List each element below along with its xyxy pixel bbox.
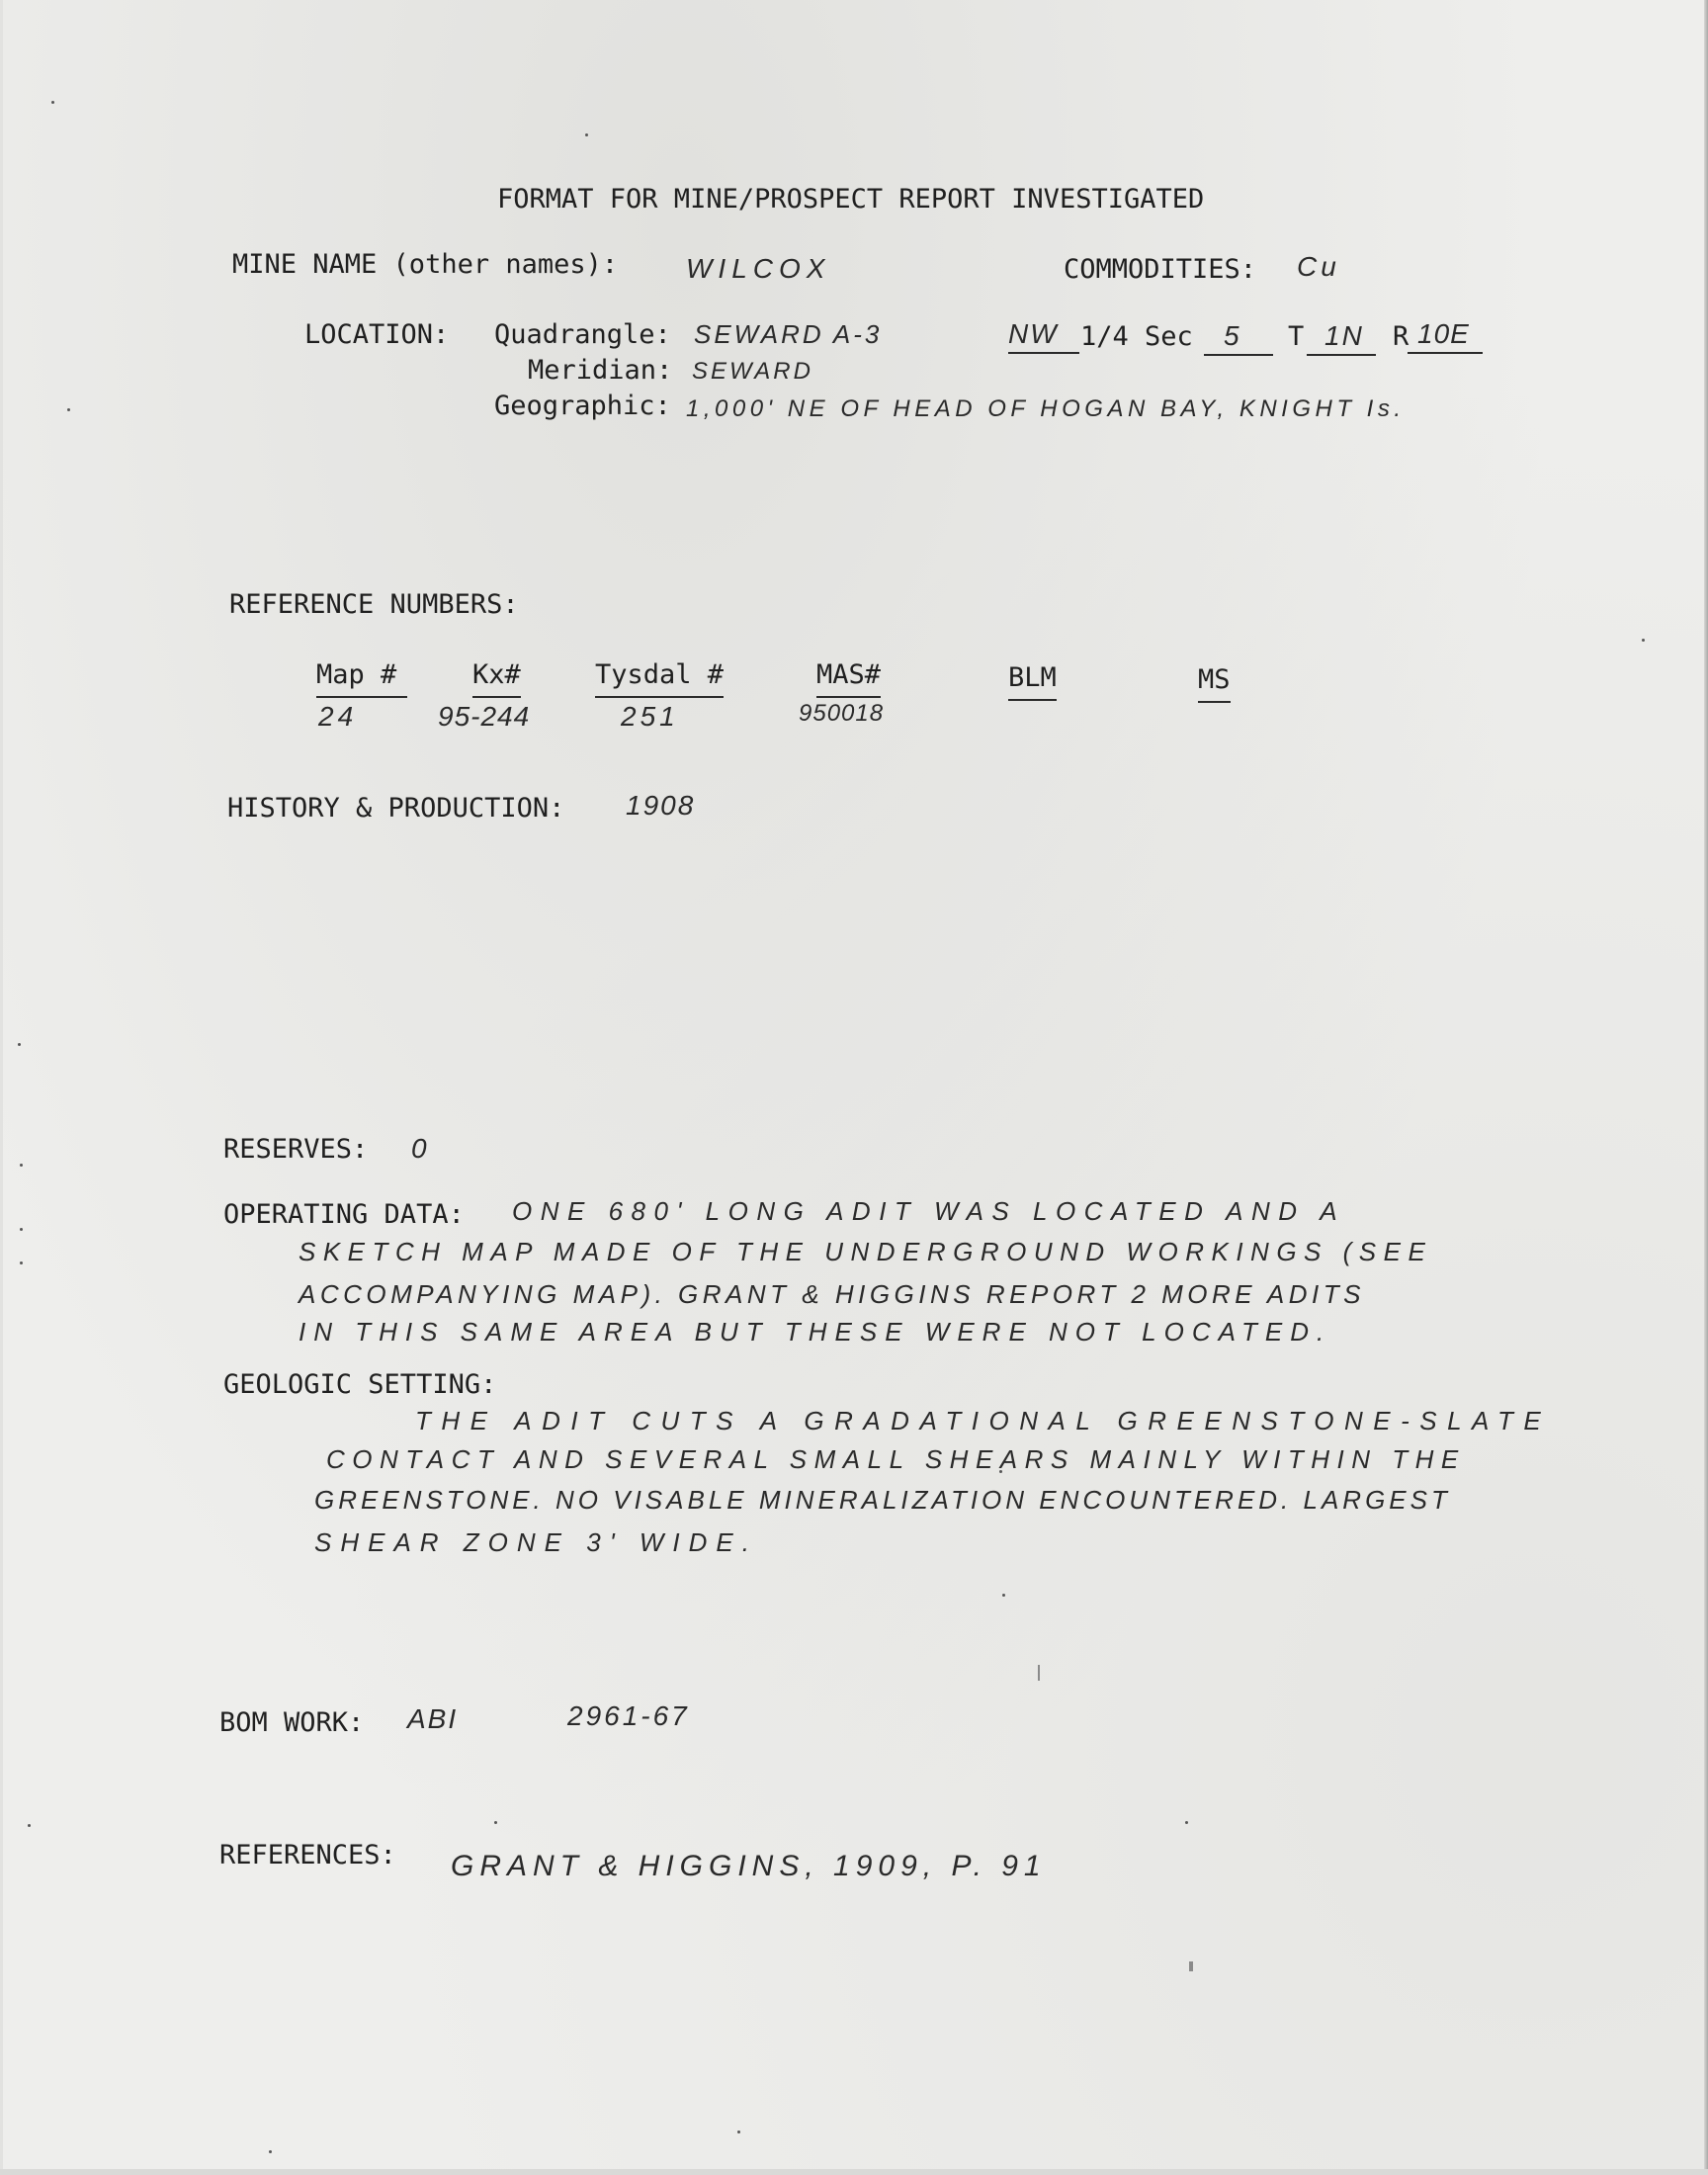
- ref-mas-header: MAS#: [816, 661, 881, 698]
- scan-speck: [737, 2131, 740, 2133]
- quadrangle-label: Quadrangle:: [494, 319, 671, 350]
- bom-work-label: BOM WORK:: [219, 1707, 365, 1738]
- mine-name-label: MINE NAME (other names):: [232, 249, 619, 280]
- operating-data-line: IN THIS SAME AREA BUT THESE WERE NOT LOCATED.: [299, 1317, 1332, 1347]
- township-value: 1N: [1307, 322, 1376, 356]
- commodities-label: COMMODITIES:: [1064, 254, 1257, 285]
- history-production-label: HISTORY & PRODUCTION:: [227, 793, 565, 824]
- scan-speck: [269, 2150, 272, 2153]
- ref-map-value: 24: [318, 701, 358, 732]
- reference-numbers-label: REFERENCE NUMBERS:: [229, 589, 519, 620]
- geologic-setting-line: GREENSTONE. NO VISABLE MINERALIZATION ENCOUNTERED. LARGEST: [314, 1485, 1451, 1515]
- scan-speck: [20, 1228, 23, 1231]
- bom-work-code: ABI: [407, 1703, 459, 1734]
- ref-mas-value: 950018: [799, 700, 885, 727]
- geologic-setting-line: THE ADIT CUTS A GRADATIONAL GREENSTONE-SLATE: [415, 1406, 1552, 1436]
- operating-data-line: ACCOMPANYING MAP). GRANT & HIGGINS REPORT 2 MORE ADITS: [299, 1279, 1365, 1309]
- page-title: FORMAT FOR MINE/PROSPECT REPORT INVESTIGATED: [497, 184, 1205, 215]
- section-value: 5: [1204, 322, 1273, 356]
- scan-speck: [1002, 1594, 1005, 1597]
- scan-speck: [1642, 639, 1645, 642]
- meridian-value: SEWARD: [692, 358, 813, 385]
- reserves-label: RESERVES:: [223, 1134, 369, 1165]
- ref-map-header: Map #: [316, 661, 407, 698]
- scan-speck: [20, 1262, 23, 1264]
- reserves-value: 0: [411, 1133, 431, 1164]
- scan-speck: [67, 408, 70, 411]
- scan-scratch: [1189, 1961, 1193, 1971]
- scan-speck: [20, 1164, 23, 1167]
- ref-tysdal-header: Tysdal #: [595, 661, 724, 698]
- scan-speck: [18, 1043, 21, 1046]
- history-production-value: 1908: [626, 790, 696, 821]
- scan-speck: [28, 1824, 31, 1827]
- geographic-value: 1,000' NE OF HEAD OF HOGAN BAY, KNIGHT Is.: [686, 395, 1406, 422]
- scan-speck: [585, 133, 588, 136]
- scan-speck: [51, 101, 54, 104]
- ref-blm-header: BLM: [1008, 664, 1057, 701]
- ref-ms-header: MS: [1198, 666, 1231, 703]
- meridian-label: Meridian:: [528, 355, 673, 386]
- scan-speck: [1185, 1821, 1188, 1824]
- location-label: LOCATION:: [304, 319, 450, 350]
- commodities-value: Cu: [1297, 251, 1340, 282]
- operating-data-line: ONE 680' LONG ADIT WAS LOCATED AND A: [512, 1196, 1346, 1226]
- scan-scratch: [1038, 1665, 1040, 1681]
- quarter-section-label: 1/4 Sec: [1080, 321, 1193, 352]
- quadrangle-value: SEWARD A-3: [694, 319, 883, 349]
- geologic-setting-line: SHEAR ZONE 3' WIDE.: [314, 1527, 759, 1557]
- page-edge-right: [1704, 0, 1708, 2175]
- page-edge-left: [0, 0, 3, 2175]
- township-label: T: [1288, 321, 1305, 352]
- geologic-setting-line: CONTACT AND SEVERAL SMALL SHEARS MAINLY WITHIN THE: [326, 1444, 1466, 1474]
- geographic-label: Geographic:: [494, 391, 671, 421]
- range-value: 10E: [1408, 320, 1483, 354]
- quarter-value: NW: [1008, 320, 1079, 354]
- page-edge-bottom: [0, 2169, 1708, 2175]
- ref-kx-value: 95-244: [438, 701, 531, 732]
- range-label: R: [1393, 321, 1409, 352]
- bom-work-number: 2961-67: [567, 1700, 690, 1731]
- mine-name-value: WILCOX: [686, 253, 831, 284]
- operating-data-label: OPERATING DATA:: [223, 1199, 465, 1230]
- references-value: GRANT & HIGGINS, 1909, P. 91: [451, 1850, 1047, 1882]
- scan-speck: [494, 1821, 497, 1824]
- references-label: REFERENCES:: [219, 1840, 396, 1870]
- ref-tysdal-value: 251: [621, 701, 679, 732]
- ref-kx-header: Kx#: [472, 661, 521, 698]
- geologic-setting-label: GEOLOGIC SETTING:: [223, 1369, 497, 1400]
- operating-data-line: SKETCH MAP MADE OF THE UNDERGROUND WORKINGS (SEE: [299, 1237, 1433, 1266]
